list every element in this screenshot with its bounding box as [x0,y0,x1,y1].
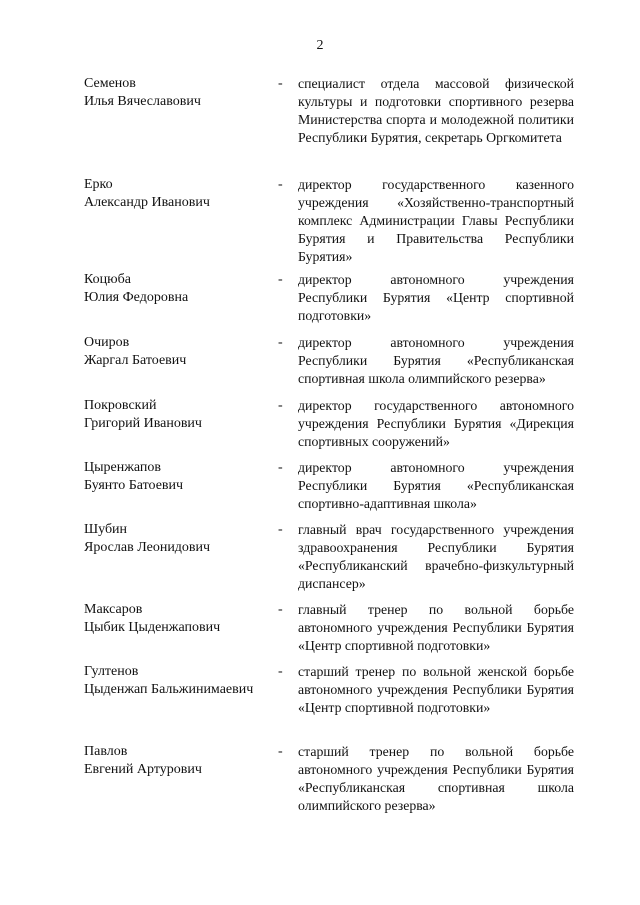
member-given-names: Юлия Федоровна [84,290,189,305]
member-entry [84,176,574,266]
member-position: старший тренер по вольной борьбе автономного учреждения Республики Бурятия «Республиканская спортивная школа олимпийского резерва» [298,744,574,813]
member-entry [84,743,574,833]
member-name [84,601,274,637]
separator-dash: - [278,272,283,287]
separator-dash: - [278,602,283,617]
member-given-names: Илья Вячеславович [84,94,201,109]
member-entry [84,521,574,611]
member-surname: Шубин [84,522,128,537]
member-surname: Очиров [84,335,130,350]
member-surname: Ерко [84,177,113,192]
member-name [84,743,274,779]
member-given-names: Александр Иванович [84,195,210,210]
separator-dash: - [278,76,283,91]
member-surname: Цыренжапов [84,460,162,475]
member-name [84,663,274,699]
member-name [84,271,274,307]
member-name [84,521,274,557]
member-name [84,397,274,433]
separator-dash: - [278,398,283,413]
member-given-names: Цыденжап Бальжинимаевич [84,682,254,697]
member-position: директор автономного учреждения Республики Бурятия «Центр спортивной подготовки» [298,272,574,323]
member-position: директор автономного учреждения Республики Бурятия «Республиканская спортивно-адаптивная школа» [298,460,574,511]
separator-dash: - [278,335,283,350]
member-given-names: Буянто Батоевич [84,478,184,493]
member-given-names: Григорий Иванович [84,416,202,431]
member-position: директор государственного казенного учреждения «Хозяйственно-транспортный комплекс Администрации Главы Республики Бурятия и Правительства Республики Бурятия» [298,177,574,264]
separator-dash: - [278,664,283,679]
member-given-names: Жаргал Батоевич [84,353,187,368]
member-position: старший тренер по вольной женской борьбе автономного учреждения Республики Бурятия «Центр спортивной подготовки» [298,664,574,715]
member-given-names: Ярослав Леонидович [84,540,211,555]
separator-dash: - [278,460,283,475]
separator-dash: - [278,522,283,537]
member-name [84,459,274,495]
member-surname: Коцюба [84,272,131,287]
member-name [84,334,274,370]
member-position: специалист отдела массовой физической культуры и подготовки спортивного резерва Министерства спорта и молодежной политики Республики Бурятия, секретарь Оргкомитета [298,76,574,145]
member-surname: Максаров [84,602,143,617]
member-name [84,176,274,212]
member-position: директор государственного автономного учреждения Республики Бурятия «Дирекция спортивных сооружений» [298,398,574,449]
member-surname: Покровский [84,398,157,413]
member-position: главный тренер по вольной борьбе автономного учреждения Республики Бурятия «Центр спортивной подготовки» [298,602,574,653]
separator-dash: - [278,744,283,759]
member-surname: Гултенов [84,664,139,679]
member-surname: Семенов [84,76,136,91]
member-given-names: Евгений Артурович [84,762,202,777]
page-number: 2 [316,38,324,53]
member-entry [84,75,574,165]
member-position: директор автономного учреждения Республики Бурятия «Республиканская спортивная школа олимпийского резерва» [298,335,574,386]
member-name [84,75,274,111]
member-given-names: Цыбик Цыденжапович [84,620,221,635]
member-surname: Павлов [84,744,128,759]
member-entry [84,663,574,753]
separator-dash: - [278,177,283,192]
member-position: главный врач государственного учреждения здравоохранения Республики Бурятия «Республиканский врачебно-физкультурный диспансер» [298,522,574,591]
